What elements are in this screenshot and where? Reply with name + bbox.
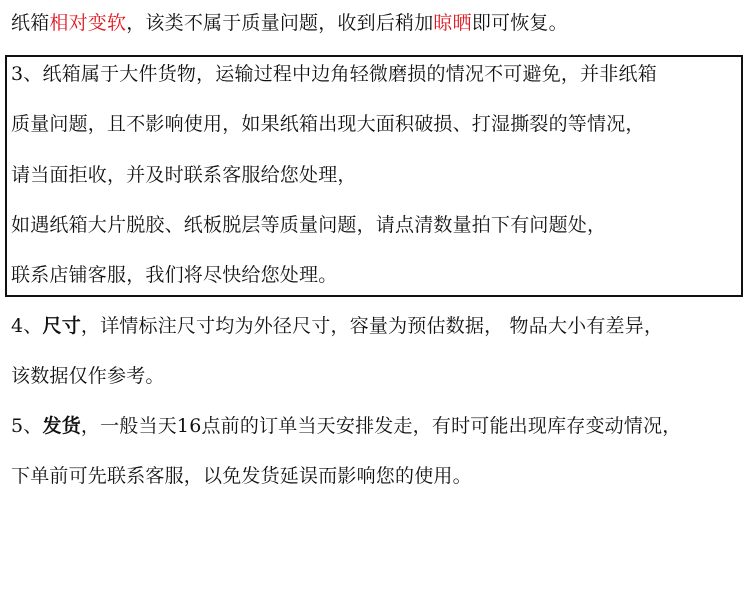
- note-highlight-softened: 相对变软: [49, 12, 127, 34]
- softened-carton-note: [11, 10, 568, 36]
- shipping-prefix: 5、: [11, 415, 43, 437]
- size-prefix: 4、: [11, 315, 43, 337]
- size-heading: 尺寸: [42, 315, 81, 337]
- notice-line-4: 如遇纸箱大片脱胶、纸板脱层等质量问题，请点清数量拍下有问题处，: [11, 214, 607, 236]
- note-text-1: 纸箱: [11, 12, 50, 34]
- note-text-2: ，该类不属于质量问题，收到后稍加: [126, 12, 434, 34]
- shipping-section-line-1: [11, 413, 682, 439]
- notice-line-5: 联系店铺客服，我们将尽快给您处理。: [11, 264, 338, 286]
- shipping-section-line-2: 下单前可先联系客服，以免发货延误而影响您的使用。: [11, 465, 472, 487]
- shipping-heading: 发货: [42, 415, 81, 437]
- note-highlight-airdry: 晾晒: [433, 12, 472, 34]
- notice-line-3: 请当面拒收，并及时联系客服给您处理，: [11, 164, 357, 186]
- notice-line-1: 3、纸箱属于大件货物，运输过程中边角轻微磨损的情况不可避免，并非纸箱: [11, 63, 657, 85]
- shipping-text: ，一般当天16点前的订单当天安排发走，有时可能出现库存变动情况，: [80, 415, 682, 437]
- notice-line-2: 质量问题，且不影响使用，如果纸箱出现大面积破损、打湿撕裂的等情况，: [11, 113, 645, 135]
- size-section-line-1: [11, 313, 663, 339]
- note-text-3: 即可恢复。: [471, 12, 568, 34]
- size-text: ，详情标注尺寸均为外径尺寸，容量为预估数据， 物品大小有差异，: [80, 315, 664, 337]
- size-section-line-2: 该数据仅作参考。: [11, 365, 165, 387]
